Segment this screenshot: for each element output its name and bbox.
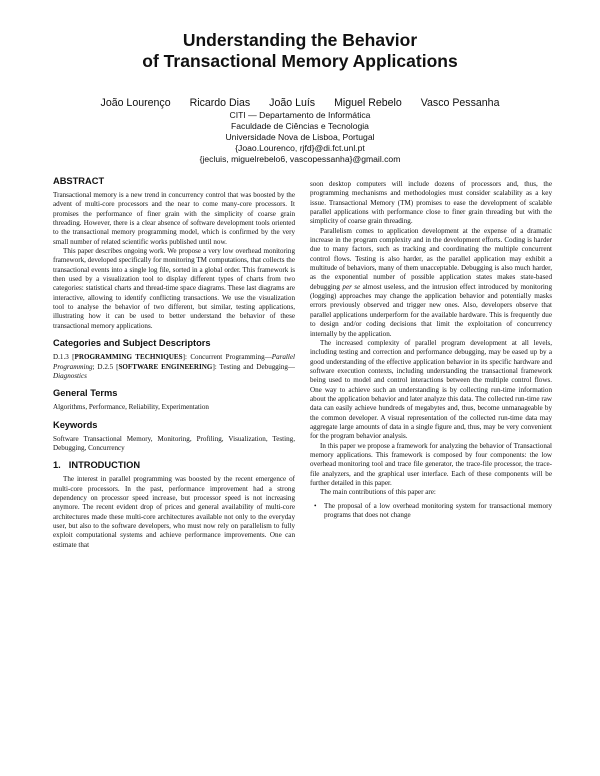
author: João Luís <box>269 97 316 109</box>
title-line-2: of Transactional Memory Applications <box>142 51 458 71</box>
introduction-paragraph-1: The interest in parallel programming was boosted by the recent emergence of multi-core processors. In the past, performance improvement had a strong dependency on processor speed increase, but processor speed is not increasing anymore. The recent evident drop of prices and general availability of multi-core architectures made these multi-core architectures available not only to the everyday user, but also to the software developers, who must now rely on parallelism to fully exploit computational systems and achieve performance improvements. One can estimate that <box>53 475 295 549</box>
categories-text: D.1.3 [PROGRAMMING TECHNIQUES]: Concurrent Programming—Parallel Programming; D.2.5 [SOFTWARE ENGINEERING]: Testing and Debugging—Diagnostics <box>53 353 296 380</box>
contributions-list <box>310 502 552 521</box>
author-list <box>0 97 600 109</box>
author: Vasco Pessanha <box>420 97 500 109</box>
intro-paragraph-3: The increased complexity of parallel program development at all levels, including testing and correction and performance debugging, may be eased up by a good understanding of the effective application behavior in its specific hardware and software execution contexts, including understanding the transactional framework being used to model and control interactions between the multiple control flows. One way to achieve such an understanding is by collecting run-time information about the application behavior and later analyze this data. The collected run-time raw data can easily achieve hundreds of megabytes and, thus, become unmanageable by the common developer. A visual representation of the collected run-time data may aggregate large amounts of data in a single figure and, thus, may be very convenient for the program behavior analysis. <box>310 338 552 441</box>
author-emails-2: {jecluis, miguelrebelo6, vascopessanha}@gmail.com <box>199 154 401 164</box>
title-line-1: Understanding the Behavior <box>182 30 418 50</box>
right-column <box>310 180 552 520</box>
keywords-text: Software Transactional Memory, Monitoring, Profiling, Visualization, Testing, Debugging, Concurrency <box>53 434 295 452</box>
keywords-heading: Keywords <box>53 419 98 430</box>
list-item: • The proposal of a low overhead monitoring system for transactional memory programs that does not change <box>324 502 552 521</box>
abstract-paragraph-2: This paper describes ongoing work. We propose a very low overhead monitoring framework, developed specifically for monitoring TM computations, that collects the transactional events into a single log file, sorted in a global order. This framework is then used by a visualization tool to display different types of charts from two categories: statistical charts and thread-time space diagrams. These last diagrams are interactive, allowing to identify conflicting transactions. We use the visualization tool to analyse the behavior of two different, but similar, testing applications, illustrating how it can be used to better understand the behavior of these transactional memory applications. <box>53 247 295 330</box>
intro-paragraph-5: The main contributions of this paper are: <box>320 488 436 497</box>
abstract-paragraph-1: Transactional memory is a new trend in concurrency control that was boosted by the advent of multi-core processors and the near to come many-core processors. It promises the performance of finer grain with the simplicity of coarse grain threading. However, there is a clear absence of software development tools oriented to the transactional memory programming model, which is confirmed by the very small number of related scientific works published until now. <box>53 191 295 246</box>
abstract-heading: ABSTRACT <box>53 176 105 186</box>
author: João Lourenço <box>100 97 171 109</box>
affiliation-block <box>0 110 600 165</box>
affiliation-faculty: Faculdade de Ciências e Tecnologia <box>231 121 369 131</box>
author: Ricardo Dias <box>189 97 251 109</box>
affiliation-university: Universidade Nova de Lisboa, Portugal <box>225 132 375 142</box>
affiliation-department: CITI — Departamento de Informática <box>229 110 371 120</box>
categories-heading: Categories and Subject Descriptors <box>53 338 211 349</box>
intro-paragraph-4: In this paper we propose a framework for analyzing the behavior of Transactional memory applications. This framework is composed by four components: the low overhead monitoring tool and trace file generator, the trace-file processor, the trace-file analyzers, and the graphical user interface. Each of these components will be further detailed in this paper. <box>310 441 552 487</box>
author: Miguel Rebelo <box>334 97 402 109</box>
intro-paragraph-2: Parallelism comes to application development at the expense of a dramatic increase in the program complexity and in the development efforts. Coding is harder due to many factors, such as tracking and coordinating the multiple concurrent control flows. Testing is also harder, as the parallel application may exhibit a multitude of behaviors, many of them unacceptable. Debugging is also much harder, as the exponential number of possible application states makes state-based debugging per se almost useless, and the intrusion effect introduced by monitoring (logging) approaches may change the application behavior and potentially masks errors previously observed and trigger new ones. Also, developers observe that parallel applications underperform for the available hardware. This is frequently due to design and/or coding decisions that limit the exploitation of concurrency internally by the application. <box>310 226 552 338</box>
general-terms-heading: General Terms <box>53 388 118 399</box>
paper-title <box>0 30 600 72</box>
introduction-heading: 1. INTRODUCTION <box>53 460 141 471</box>
author-emails-1: {Joao.Lourenco, rjfd}@di.fct.unl.pt <box>235 143 365 153</box>
general-terms-text: Algorithms, Performance, Reliability, Experimentation <box>53 403 209 412</box>
left-column <box>53 176 295 550</box>
intro-paragraph-continued: soon desktop computers will include dozens of processors and, thus, the programming mechanisms and methodologies must consider scalability as a key issue. Transactional Memory (TM) promises to ease the development of scalable parallel applications with performance close to finer grain threading but with the simplicity of coarse grain threading. <box>310 180 552 226</box>
